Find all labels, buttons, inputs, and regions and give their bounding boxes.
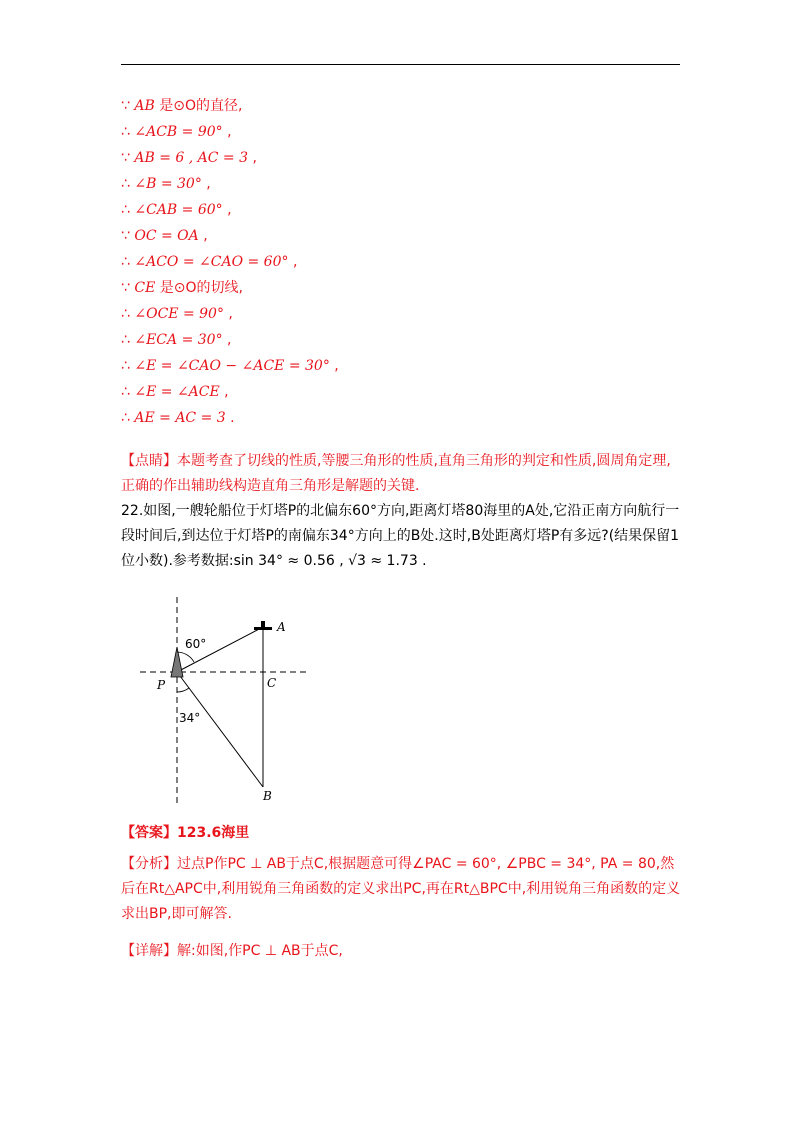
solution-line bbox=[121, 201, 232, 219]
therefore-symbol: ∴ bbox=[121, 358, 135, 374]
solution-line bbox=[121, 331, 231, 349]
math-expression: ∠ACO = ∠CAO = 60° bbox=[134, 254, 289, 270]
therefore-symbol: ∴ bbox=[121, 306, 135, 322]
answer-line bbox=[121, 824, 249, 842]
angle-label-60: 60° bbox=[185, 637, 207, 651]
comment-paragraph bbox=[121, 449, 681, 499]
comment-text: 本题考查了切线的性质,等腰三角形的性质,直角三角形的判定和性质,圆周角定理,正确的作出辅助线构造直角三角形是解题的关键. bbox=[121, 453, 671, 494]
line-text: , bbox=[222, 332, 232, 348]
solution-line bbox=[121, 227, 208, 245]
solution-line bbox=[121, 305, 233, 323]
question-number: 22. bbox=[121, 503, 144, 519]
line-text: , bbox=[201, 176, 211, 192]
angle-arc-34 bbox=[177, 688, 189, 692]
line-text: . bbox=[225, 410, 235, 426]
solution-line bbox=[121, 383, 229, 401]
line-text: , bbox=[248, 150, 257, 166]
math-expression: ∠CAB = 60° bbox=[134, 202, 223, 218]
line-text: , bbox=[222, 202, 232, 218]
point-label-P: P bbox=[157, 678, 166, 692]
line-text: 是⊙O的切线, bbox=[155, 280, 243, 296]
solution-line bbox=[121, 279, 243, 297]
analysis-paragraph bbox=[121, 852, 681, 927]
therefore-symbol: ∴ bbox=[121, 124, 135, 140]
solution-line bbox=[121, 409, 235, 427]
segment-PB bbox=[177, 672, 263, 787]
therefore-symbol: ∵ bbox=[121, 228, 135, 244]
lighthouse-icon bbox=[171, 647, 183, 677]
therefore-symbol: ∵ bbox=[121, 150, 135, 166]
line-text: , bbox=[223, 306, 233, 322]
math-expression: AB bbox=[134, 98, 155, 114]
line-text: 是⊙O的直径, bbox=[154, 98, 243, 114]
solution-line bbox=[121, 357, 339, 375]
math-expression: ∠E = ∠ACE bbox=[134, 384, 220, 400]
analysis-label: 【分析】 bbox=[121, 856, 177, 872]
math-expression: ∠ACB = 90° bbox=[134, 124, 223, 140]
line-text: , bbox=[222, 124, 232, 140]
lighthouse-diagram bbox=[130, 597, 330, 807]
solution-line bbox=[121, 175, 211, 193]
point-label-A: A bbox=[277, 620, 286, 634]
comment-label: 【点睛】 bbox=[121, 453, 177, 469]
solution-line bbox=[121, 97, 242, 115]
therefore-symbol: ∴ bbox=[121, 332, 135, 348]
math-expression: AE = AC = 3 bbox=[134, 410, 226, 426]
line-text: , bbox=[288, 254, 298, 270]
therefore-symbol: ∴ bbox=[121, 254, 135, 270]
math-expression: CE bbox=[134, 280, 156, 296]
answer-label: 【答案】 bbox=[121, 825, 177, 841]
detail-line bbox=[121, 942, 343, 960]
detail-label: 【详解】 bbox=[121, 943, 177, 959]
math-expression: ∠ECA = 30° bbox=[134, 332, 223, 348]
line-text: , bbox=[198, 228, 208, 244]
line-text: , bbox=[329, 358, 339, 374]
therefore-symbol: ∵ bbox=[121, 280, 135, 296]
therefore-symbol: ∴ bbox=[121, 202, 135, 218]
math-expression: OC = OA bbox=[134, 228, 199, 244]
analysis-text: 过点P作PC ⊥ AB于点C,根据题意可得∠PAC = 60°, ∠PBC = 34°, PA = 80,然后在Rt△APC中,利用锐角三角函数的定义求出PC,再在Rt△BPC中,利用锐角三角函数的定义求出BP,即可解答. bbox=[121, 856, 681, 922]
therefore-symbol: ∴ bbox=[121, 384, 135, 400]
therefore-symbol: ∴ bbox=[121, 176, 135, 192]
question-text: 如图,一艘轮船位于灯塔P的北偏东60°方向,距离灯塔80海里的A处,它沿正南方向航行一段时间后,到达位于灯塔P的南偏东34°方向上的B处.这时,B处距离灯塔P有多远?(结果保留1位小数).参考数据:sin 34° ≈ 0.56 , √3 ≈ 1.73 . bbox=[121, 503, 680, 569]
math-expression: ∠OCE = 90° bbox=[134, 306, 224, 322]
line-text: , bbox=[219, 384, 229, 400]
solution-line bbox=[121, 123, 232, 141]
math-expression: ∠B = 30° bbox=[134, 176, 202, 192]
therefore-symbol: ∴ bbox=[121, 410, 135, 426]
header-rule bbox=[121, 64, 680, 65]
math-expression: AB = 6 , AC = 3 bbox=[134, 150, 249, 166]
therefore-symbol: ∵ bbox=[121, 98, 135, 114]
solution-line bbox=[121, 253, 297, 271]
answer-text: 123.6海里 bbox=[177, 825, 250, 841]
point-label-C: C bbox=[267, 676, 277, 690]
math-expression: ∠E = ∠CAO − ∠ACE = 30° bbox=[134, 358, 330, 374]
question-paragraph bbox=[121, 499, 681, 574]
solution-line bbox=[121, 149, 257, 167]
angle-label-34: 34° bbox=[179, 711, 201, 725]
detail-text: 解:如图,作PC ⊥ AB于点C, bbox=[177, 943, 343, 959]
point-label-B: B bbox=[263, 789, 272, 803]
